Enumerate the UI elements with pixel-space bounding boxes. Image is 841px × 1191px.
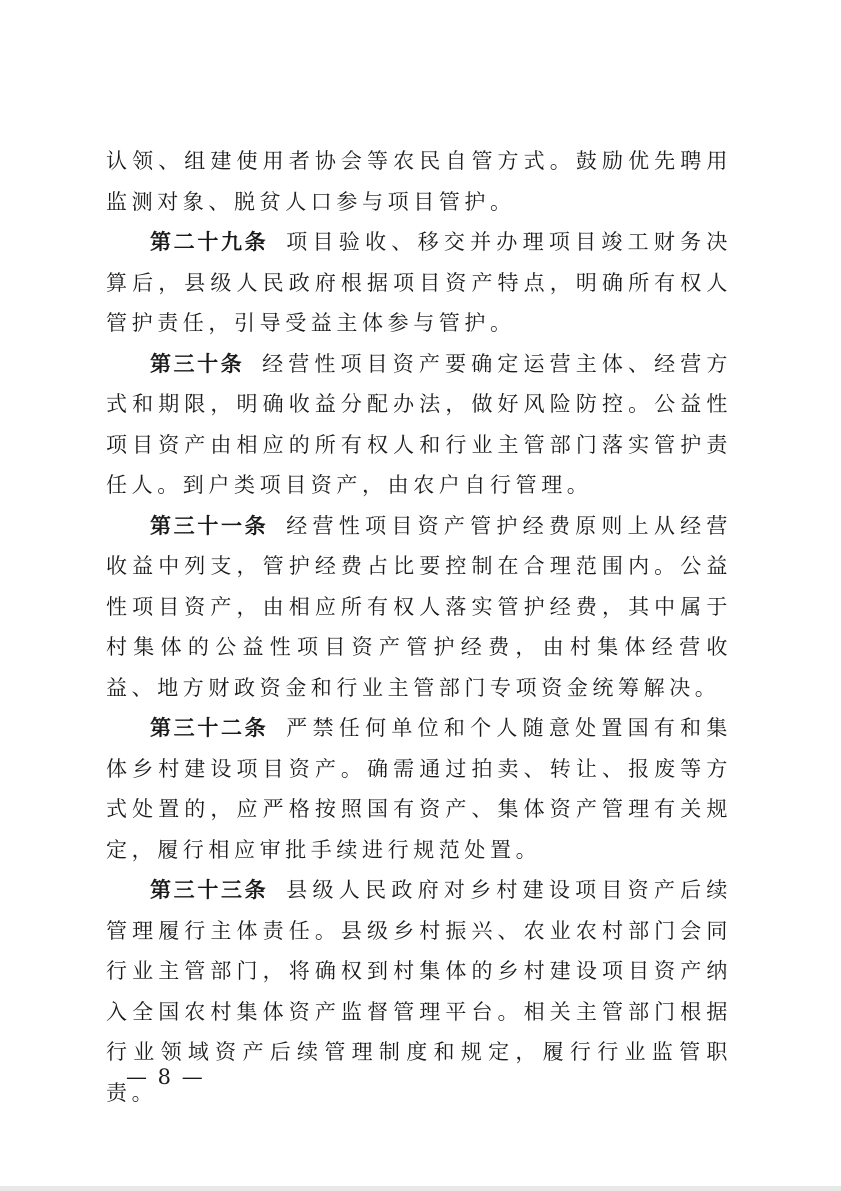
article-number: 第三十条 xyxy=(150,351,245,376)
article-32 xyxy=(106,708,732,870)
paragraph-text: 县级人民政府对乡村建设项目资产后续管理履行主体责任。县级乡村振兴、农业农村部门会同行业主管部门，将确权到村集体的乡村建设项目资产纳入全国农村集体资产监督管理平台。相关主管部门根据行业领域资产后续管理制度和规定，履行行业监管职责。 xyxy=(106,878,733,1105)
paragraph-text: 认领、组建使用者协会等农民自管方式。鼓励优先聘用监测对象、脱贫人口参与项目管护。 xyxy=(106,149,732,214)
article-number: 第二十九条 xyxy=(150,230,269,254)
article-number: 第三十二条 xyxy=(150,716,269,740)
paragraph-text: 严禁任何单位和个人随意处置国有和集体乡村建设项目资产。确需通过拍卖、转让、报废等方式处置的，应严格按照国有资产、集体资产管理有关规定，履行相应审批手续进行规范处置。 xyxy=(106,716,733,862)
scan-edge-divider xyxy=(0,1186,841,1191)
article-number: 第三十三条 xyxy=(150,878,269,902)
page-number: — 8 — xyxy=(126,1065,205,1089)
document-body xyxy=(106,141,732,1113)
article-29 xyxy=(106,222,732,344)
paragraph-text: 经营性项目资产管护经费原则上从经营收益中列支，管护经费占比要控制在合理范围内。公益性项目资产，由相应所有权人落实管护经费，其中属于村集体的公益性项目资产管护经费，由村集体经营收益、地方财政资金和行业主管部门专项资金统筹解决。 xyxy=(106,513,733,700)
article-30 xyxy=(106,344,732,506)
paragraph-text: 经营性项目资产要确定运营主体、经营方式和期限，明确收益分配办法，做好风险防控。公益性项目资产由相应的所有权人和行业主管部门落实管护责任人。到户类项目资产，由农户自行管理。 xyxy=(106,351,732,497)
paragraph-continuation xyxy=(106,141,732,222)
article-number: 第三十一条 xyxy=(150,513,269,538)
paragraph-text: 项目验收、移交并办理项目竣工财务决算后，县级人民政府根据项目资产特点，明确所有权人管护责任，引导受益主体参与管护。 xyxy=(106,230,733,335)
article-31 xyxy=(106,506,732,709)
